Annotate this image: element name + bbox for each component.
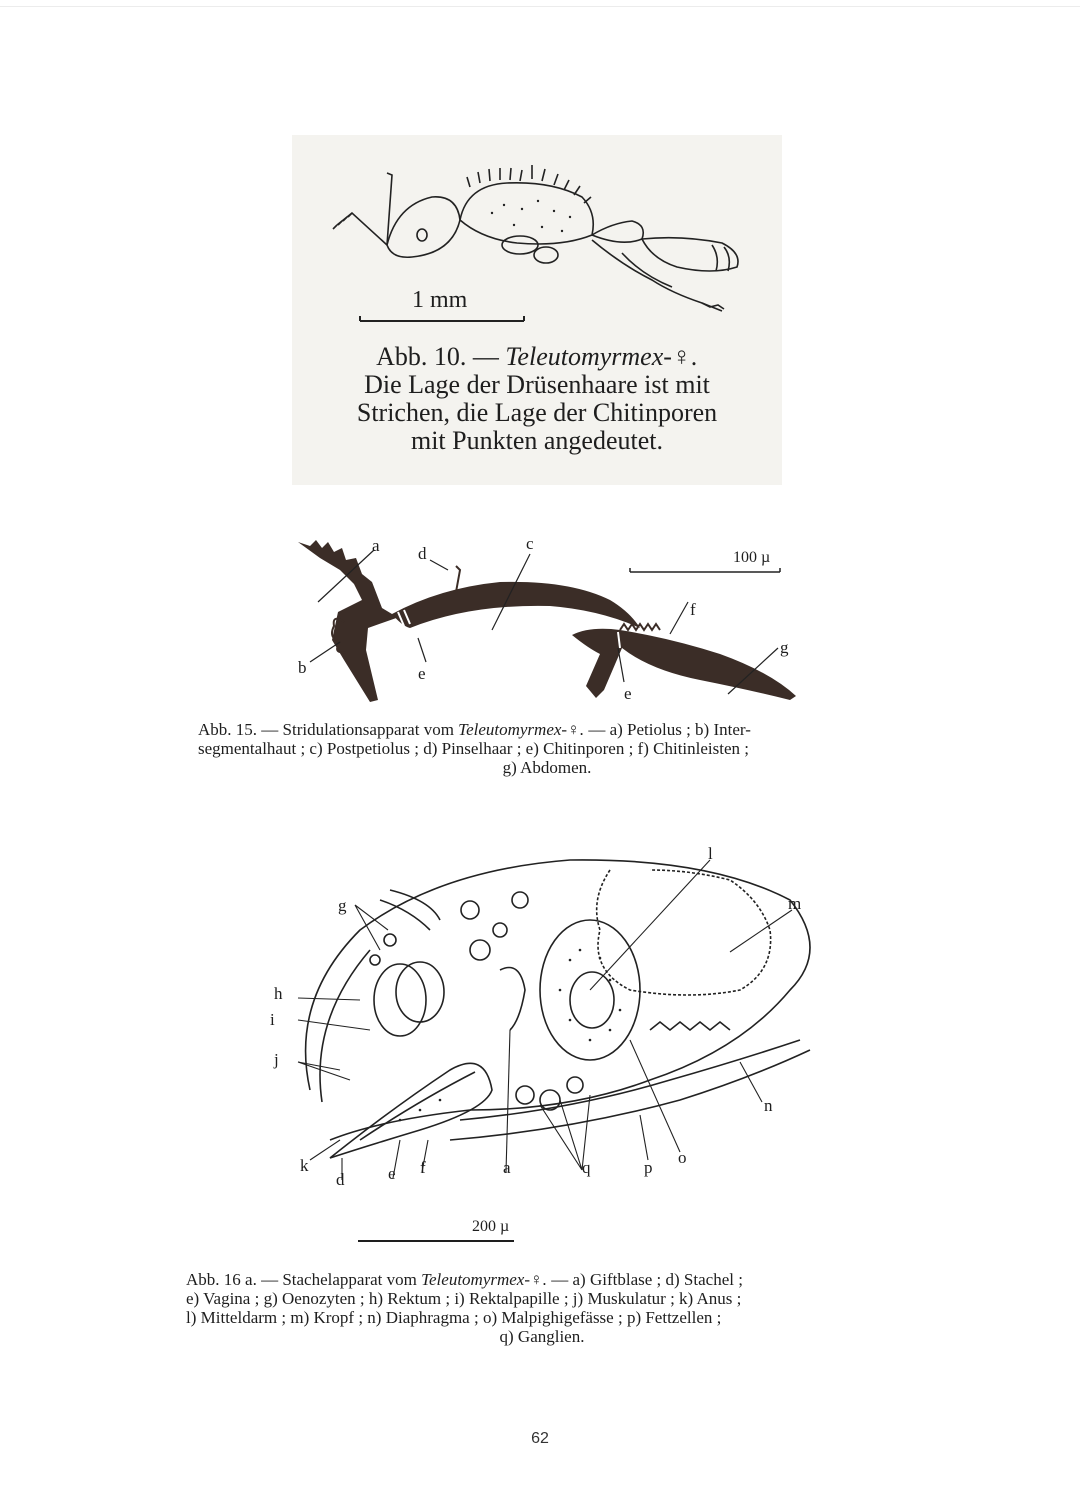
caption-line: Strichen, die Lage der Chitinporen (356, 398, 718, 427)
label-e: e (624, 684, 632, 703)
caption-line: l) Mitteldarm ; m) Kropf ; n) Diaphragma ; o) Malpighigefässe ; p) Fettzellen ; (186, 1308, 722, 1327)
figure-15-caption (198, 720, 896, 777)
caption-prefix: Abb. 15. — Stridulationsapparat vom (198, 720, 459, 739)
page-top-edge (0, 6, 1080, 7)
label-f: f (690, 600, 696, 619)
caption-prefix: Abb. 16 a. — Stachelapparat vom (186, 1270, 422, 1289)
label-d: d (336, 1170, 345, 1189)
caption-line: segmentalhaut ; c) Postpetiolus ; d) Pinselhaar ; e) Chitinporen ; f) Chitinleisten ; (198, 739, 749, 758)
label-p: p (644, 1158, 653, 1177)
caption-taxon: Teleutomyrmex-♀. (421, 1270, 548, 1289)
caption-prefix: Abb. 10. — (376, 342, 506, 371)
label-e: e (388, 1164, 396, 1183)
label-c: c (526, 534, 534, 553)
scale-label: 200 µ (472, 1218, 510, 1235)
caption-suffix: — a) Giftblase ; d) Stachel ; (547, 1270, 743, 1289)
label-k: k (300, 1156, 309, 1175)
label-a: a (503, 1158, 511, 1177)
caption-line: Die Lage der Drüsenhaare ist mit (364, 370, 710, 399)
figure-10 (292, 135, 782, 485)
scale-bar (358, 1240, 514, 1242)
label-a: a (372, 536, 380, 555)
label-g: g (338, 896, 347, 915)
caption-taxon: Teleutomyrmex-♀. (458, 720, 585, 739)
label-g: g (780, 638, 789, 657)
ant-lateral-drawing (292, 135, 782, 335)
stridulation-drawing (270, 530, 810, 710)
label-n: n (764, 1096, 773, 1115)
page-number: 62 (531, 1430, 549, 1447)
figure-16a (270, 840, 830, 1189)
label-q: q (582, 1158, 591, 1177)
scale-label: 1 mm (412, 287, 468, 313)
label-i: i (270, 1010, 275, 1029)
figure-10-caption (292, 343, 782, 455)
caption-line: q) Ganglien. (499, 1327, 585, 1346)
caption-line: g) Abdomen. (502, 758, 592, 777)
label-b: b (298, 658, 307, 677)
label-h: h (274, 984, 283, 1003)
label-e: e (418, 664, 426, 683)
label-f: f (420, 1158, 426, 1177)
caption-line: mit Punkten angedeutet. (410, 426, 663, 455)
label-o: o (678, 1148, 687, 1167)
caption-suffix: — a) Petiolus ; b) Inter- (584, 720, 751, 739)
caption-line: e) Vagina ; g) Oenozyten ; h) Rektum ; i) Rektalpapille ; j) Muskulatur ; k) Anus ; (186, 1289, 742, 1308)
figure-15 (270, 530, 810, 710)
label-l: l (708, 844, 713, 863)
scale-label: 100 µ (733, 549, 771, 566)
label-d: d (418, 544, 427, 563)
caption-taxon: Teleutomyrmex-♀. (505, 342, 698, 371)
label-m: m (788, 894, 802, 913)
sting-apparatus-drawing (270, 840, 830, 1180)
figure-16a-caption (186, 1270, 898, 1346)
label-j: j (274, 1050, 279, 1069)
